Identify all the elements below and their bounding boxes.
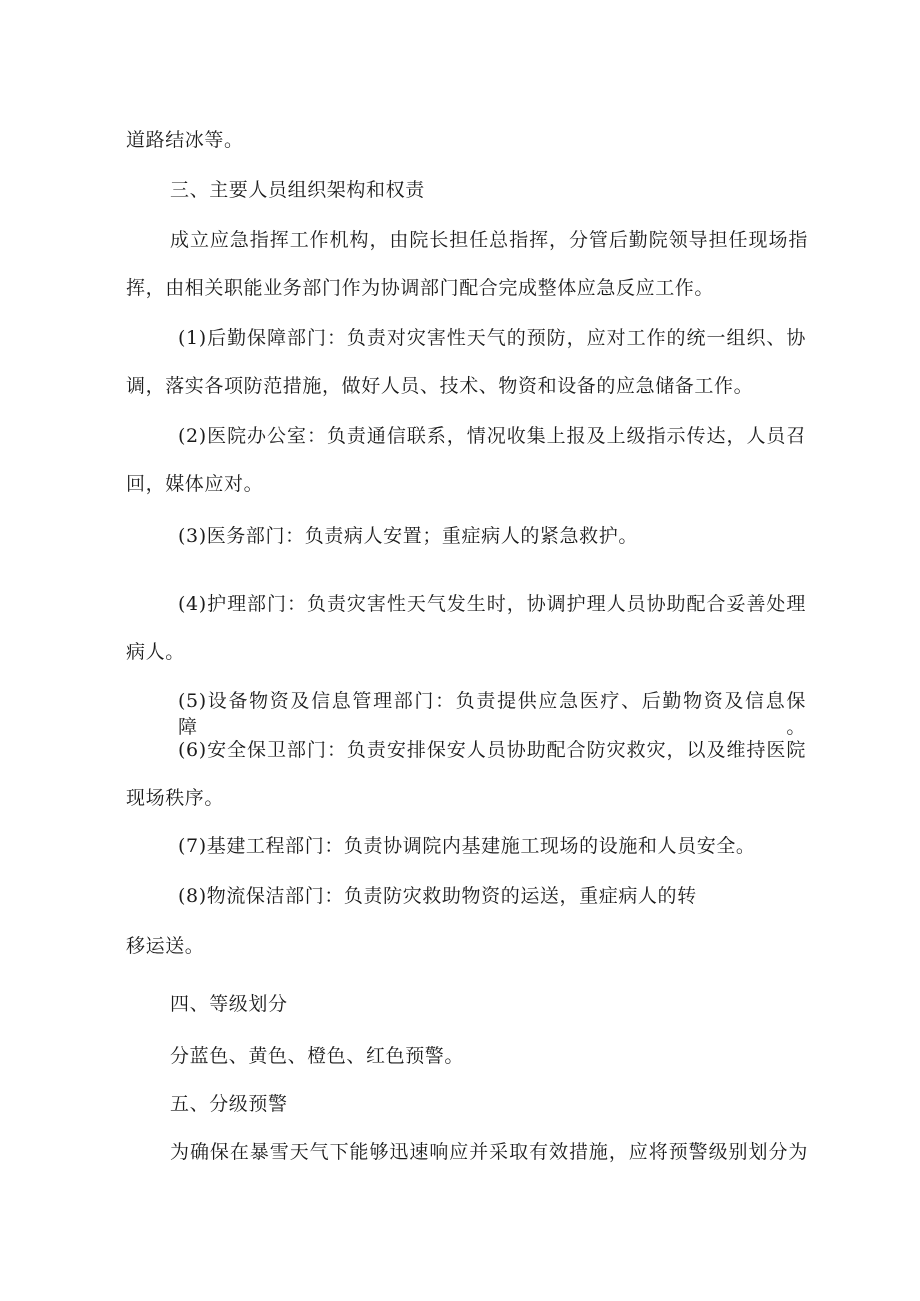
paragraph-line: 成立应急指挥工作机构，由院长担任总指挥，分管后勤院领导担任现场指 [170, 229, 808, 251]
list-item: (3)医务部门：负责病人安置；重症病人的紧急救护。 [178, 525, 638, 547]
paragraph-line: 为确保在暴雪天气下能够迅速响应并采取有效措施，应将预警级别划分为 [170, 1141, 808, 1163]
list-item: (5)设备物资及信息管理部门：负责提供应急医疗、后勤物资及信息保障。 [178, 690, 806, 738]
section-heading: 五、分级预警 [170, 1093, 288, 1115]
list-item: (4)护理部门：负责灾害性天气发生时，协调护理人员协助配合妥善处理 [178, 593, 806, 615]
list-item: (8)物流保洁部门：负责防灾救助物资的运送，重症病人的转 [178, 885, 697, 907]
list-item-continuation: 回，媒体应对。 [126, 473, 264, 495]
list-item: (1)后勤保障部门：负责对灾害性天气的预防，应对工作的统一组织、协 [178, 327, 806, 349]
list-item-continuation: 现场秩序。 [126, 787, 225, 809]
list-item: (2)医院办公室：负责通信联系，情况收集上报及上级指示传达，人员召 [178, 425, 806, 447]
section-heading: 四、等级划分 [170, 993, 288, 1015]
section-heading: 三、主要人员组织架构和权责 [170, 179, 425, 201]
paragraph-line: 分蓝色、黄色、橙色、红色预警。 [170, 1045, 465, 1067]
list-item-continuation: 调，落实各项防范措施，做好人员、技术、物资和设备的应急储备工作。 [126, 375, 754, 397]
paragraph-line: 挥，由相关职能业务部门作为协调部门配合完成整体应急反应工作。 [126, 277, 715, 299]
paragraph-line: 道路结冰等。 [126, 129, 244, 151]
list-item: (6)安全保卫部门：负责安排保安人员协助配合防灾救灾，以及维持医院 [178, 739, 806, 761]
list-item: (7)基建工程部门：负责协调院内基建施工现场的设施和人员安全。 [178, 835, 756, 857]
list-item-continuation: 移运送。 [126, 935, 205, 957]
list-item-continuation: 病人。 [126, 641, 185, 663]
